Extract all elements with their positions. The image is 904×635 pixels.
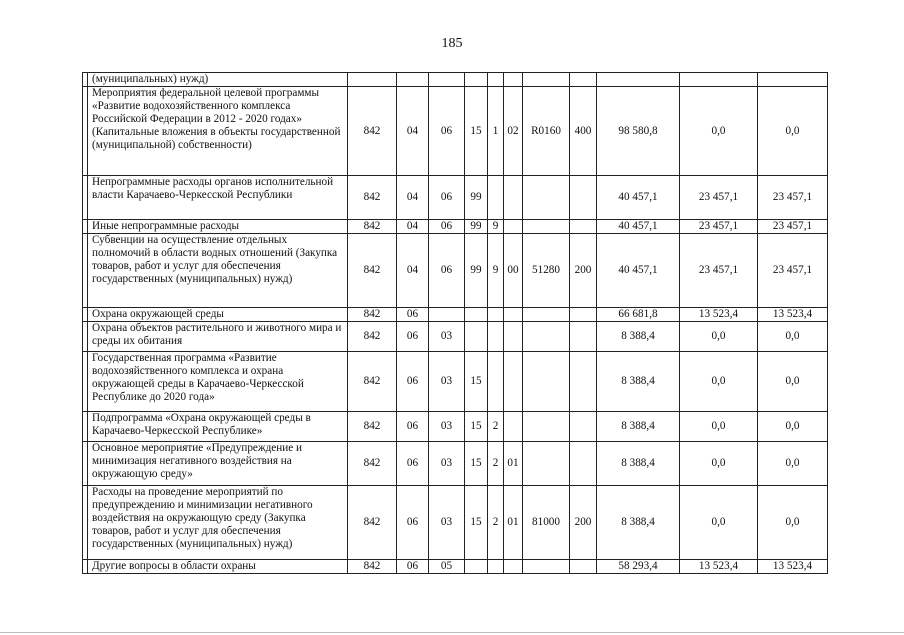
section-code-cell: 06 (397, 486, 429, 560)
ministry-code-cell: 842 (348, 352, 397, 412)
expense-direction-cell (523, 220, 570, 234)
activity-code-cell (504, 176, 523, 220)
expense-direction-cell (523, 412, 570, 442)
table-row (83, 87, 828, 176)
amount-year3-cell: 0,0 (758, 442, 828, 486)
ministry-code-cell: 842 (348, 308, 397, 322)
amount-year2-cell: 0,0 (680, 412, 758, 442)
ministry-code-cell: 842 (348, 486, 397, 560)
ministry-code-cell: 842 (348, 322, 397, 352)
program-code-cell: 99 (465, 234, 488, 308)
expense-direction-cell (523, 442, 570, 486)
section-code-cell: 04 (397, 234, 429, 308)
amount-year2-cell: 23 457,1 (680, 220, 758, 234)
subprogram-code-cell: 9 (488, 220, 504, 234)
subsection-code-cell: 03 (429, 352, 465, 412)
amount-year3-cell: 0,0 (758, 412, 828, 442)
activity-code-cell (504, 322, 523, 352)
section-code-cell: 06 (397, 308, 429, 322)
amount-year2-cell: 23 457,1 (680, 234, 758, 308)
expense-type-cell: 200 (570, 234, 597, 308)
expense-type-cell (570, 560, 597, 574)
amount-year1-cell: 58 293,4 (597, 560, 680, 574)
amount-year1-cell: 40 457,1 (597, 176, 680, 220)
subsection-code-cell: 06 (429, 220, 465, 234)
expense-type-cell (570, 308, 597, 322)
amount-year3-cell: 23 457,1 (758, 176, 828, 220)
row-name-cell: Субвенции на осуществление отдельных полномочий в области водных отношений (Закупка товаров, работ и услуг для обеспечения государственных (муниципальных) нужд) (88, 234, 348, 308)
amount-year3-cell: 23 457,1 (758, 234, 828, 308)
activity-code-cell (504, 412, 523, 442)
activity-code-cell (504, 220, 523, 234)
expense-type-cell (570, 352, 597, 412)
subsection-code-cell: 03 (429, 412, 465, 442)
amount-year1-cell: 66 681,8 (597, 308, 680, 322)
row-name-cell: Основное мероприятие «Предупреждение и минимизация негативного воздействия на окружающую среду» (88, 442, 348, 486)
subprogram-code-cell (488, 352, 504, 412)
expense-direction-cell (523, 352, 570, 412)
amount-year2-cell: 0,0 (680, 486, 758, 560)
table-row (83, 442, 828, 486)
amount-year3-cell: 0,0 (758, 322, 828, 352)
amount-year3-cell: 0,0 (758, 352, 828, 412)
expense-direction-cell (523, 73, 570, 87)
table-row (83, 322, 828, 352)
program-code-cell (465, 308, 488, 322)
page-number: 185 (441, 36, 463, 51)
expense-direction-cell (523, 176, 570, 220)
amount-year1-cell: 40 457,1 (597, 220, 680, 234)
amount-year1-cell (597, 73, 680, 87)
program-code-cell: 99 (465, 176, 488, 220)
program-code-cell (465, 560, 488, 574)
amount-year2-cell: 13 523,4 (680, 308, 758, 322)
subsection-code-cell (429, 308, 465, 322)
subsection-code-cell (429, 73, 465, 87)
row-name-cell: (муниципальных) нужд) (88, 73, 348, 87)
subsection-code-cell: 06 (429, 234, 465, 308)
expense-type-cell (570, 176, 597, 220)
amount-year1-cell: 40 457,1 (597, 234, 680, 308)
section-code-cell (397, 73, 429, 87)
section-code-cell: 06 (397, 442, 429, 486)
subprogram-code-cell: 2 (488, 442, 504, 486)
ministry-code-cell (348, 73, 397, 87)
amount-year3-cell: 0,0 (758, 486, 828, 560)
activity-code-cell: 00 (504, 234, 523, 308)
amount-year2-cell: 0,0 (680, 322, 758, 352)
activity-code-cell (504, 560, 523, 574)
table-row (83, 486, 828, 560)
table-row (83, 352, 828, 412)
table-row (83, 73, 828, 87)
activity-code-cell: 01 (504, 486, 523, 560)
section-code-cell: 04 (397, 176, 429, 220)
subprogram-code-cell (488, 560, 504, 574)
activity-code-cell (504, 308, 523, 322)
subprogram-code-cell: 2 (488, 412, 504, 442)
row-name-cell: Охрана окружающей среды (88, 308, 348, 322)
subsection-code-cell: 05 (429, 560, 465, 574)
program-code-cell (465, 322, 488, 352)
expense-type-cell: 200 (570, 486, 597, 560)
subsection-code-cell: 03 (429, 442, 465, 486)
expense-direction-cell: 81000 (523, 486, 570, 560)
ministry-code-cell: 842 (348, 560, 397, 574)
program-code-cell: 15 (465, 87, 488, 176)
ministry-code-cell: 842 (348, 220, 397, 234)
subprogram-code-cell: 2 (488, 486, 504, 560)
ministry-code-cell: 842 (348, 412, 397, 442)
amount-year1-cell: 8 388,4 (597, 412, 680, 442)
ministry-code-cell: 842 (348, 176, 397, 220)
amount-year1-cell: 8 388,4 (597, 442, 680, 486)
subsection-code-cell: 03 (429, 322, 465, 352)
amount-year2-cell: 0,0 (680, 87, 758, 176)
amount-year2-cell: 13 523,4 (680, 560, 758, 574)
expense-type-cell (570, 442, 597, 486)
amount-year3-cell: 13 523,4 (758, 560, 828, 574)
program-code-cell (465, 73, 488, 87)
section-code-cell: 04 (397, 87, 429, 176)
amount-year2-cell: 0,0 (680, 352, 758, 412)
table-row (83, 176, 828, 220)
expense-type-cell (570, 412, 597, 442)
amount-year1-cell: 8 388,4 (597, 486, 680, 560)
row-name-cell: Мероприятия федеральной целевой программы «Развитие водохозяйственного комплекса Российской Федерации в 2012 - 2020 годах» (Капитальные вложения в объекты государственной (муниципальной) собственности) (88, 87, 348, 176)
subprogram-code-cell: 1 (488, 87, 504, 176)
row-name-cell: Государственная программа «Развитие водохозяйственного комплекса и охрана окружающей среды в Карачаево-Черкесской Республике до 2020 года» (88, 352, 348, 412)
amount-year3-cell (758, 73, 828, 87)
section-code-cell: 06 (397, 560, 429, 574)
row-name-cell: Расходы на проведение мероприятий по предупреждению и минимизации негативного воздействия на окружающую среду (Закупка товаров, работ и услуг для обеспечения государственных (муниципальных) нужд) (88, 486, 348, 560)
subprogram-code-cell (488, 176, 504, 220)
program-code-cell: 15 (465, 352, 488, 412)
subprogram-code-cell (488, 73, 504, 87)
activity-code-cell: 01 (504, 442, 523, 486)
amount-year1-cell: 8 388,4 (597, 352, 680, 412)
activity-code-cell: 02 (504, 87, 523, 176)
amount-year1-cell: 98 580,8 (597, 87, 680, 176)
row-name-cell: Охрана объектов растительного и животного мира и среды их обитания (88, 322, 348, 352)
budget-table (82, 72, 828, 574)
expense-direction-cell: R0160 (523, 87, 570, 176)
section-code-cell: 06 (397, 412, 429, 442)
expense-type-cell (570, 322, 597, 352)
subprogram-code-cell (488, 308, 504, 322)
expense-type-cell (570, 73, 597, 87)
amount-year3-cell: 23 457,1 (758, 220, 828, 234)
amount-year3-cell: 13 523,4 (758, 308, 828, 322)
program-code-cell: 15 (465, 412, 488, 442)
section-code-cell: 06 (397, 352, 429, 412)
ministry-code-cell: 842 (348, 87, 397, 176)
program-code-cell: 15 (465, 442, 488, 486)
expense-direction-cell (523, 308, 570, 322)
amount-year2-cell: 23 457,1 (680, 176, 758, 220)
program-code-cell: 99 (465, 220, 488, 234)
program-code-cell: 15 (465, 486, 488, 560)
expense-type-cell: 400 (570, 87, 597, 176)
subsection-code-cell: 03 (429, 486, 465, 560)
section-code-cell: 04 (397, 220, 429, 234)
subsection-code-cell: 06 (429, 87, 465, 176)
expense-direction-cell (523, 322, 570, 352)
table-row (83, 234, 828, 308)
table-row (83, 220, 828, 234)
row-name-cell: Подпрограмма «Охрана окружающей среды в Карачаево-Черкесской Республике» (88, 412, 348, 442)
activity-code-cell (504, 73, 523, 87)
amount-year1-cell: 8 388,4 (597, 322, 680, 352)
table-row (83, 308, 828, 322)
expense-direction-cell: 51280 (523, 234, 570, 308)
ministry-code-cell: 842 (348, 442, 397, 486)
expense-type-cell (570, 220, 597, 234)
table-row (83, 560, 828, 574)
subprogram-code-cell: 9 (488, 234, 504, 308)
row-name-cell: Другие вопросы в области охраны (88, 560, 348, 574)
amount-year2-cell (680, 73, 758, 87)
ministry-code-cell: 842 (348, 234, 397, 308)
expense-direction-cell (523, 560, 570, 574)
amount-year3-cell: 0,0 (758, 87, 828, 176)
row-name-cell: Иные непрограммные расходы (88, 220, 348, 234)
row-name-cell: Непрограммные расходы органов исполнительной власти Карачаево-Черкесской Республики (88, 176, 348, 220)
activity-code-cell (504, 352, 523, 412)
amount-year2-cell: 0,0 (680, 442, 758, 486)
table-row (83, 412, 828, 442)
subsection-code-cell: 06 (429, 176, 465, 220)
subprogram-code-cell (488, 322, 504, 352)
section-code-cell: 06 (397, 322, 429, 352)
